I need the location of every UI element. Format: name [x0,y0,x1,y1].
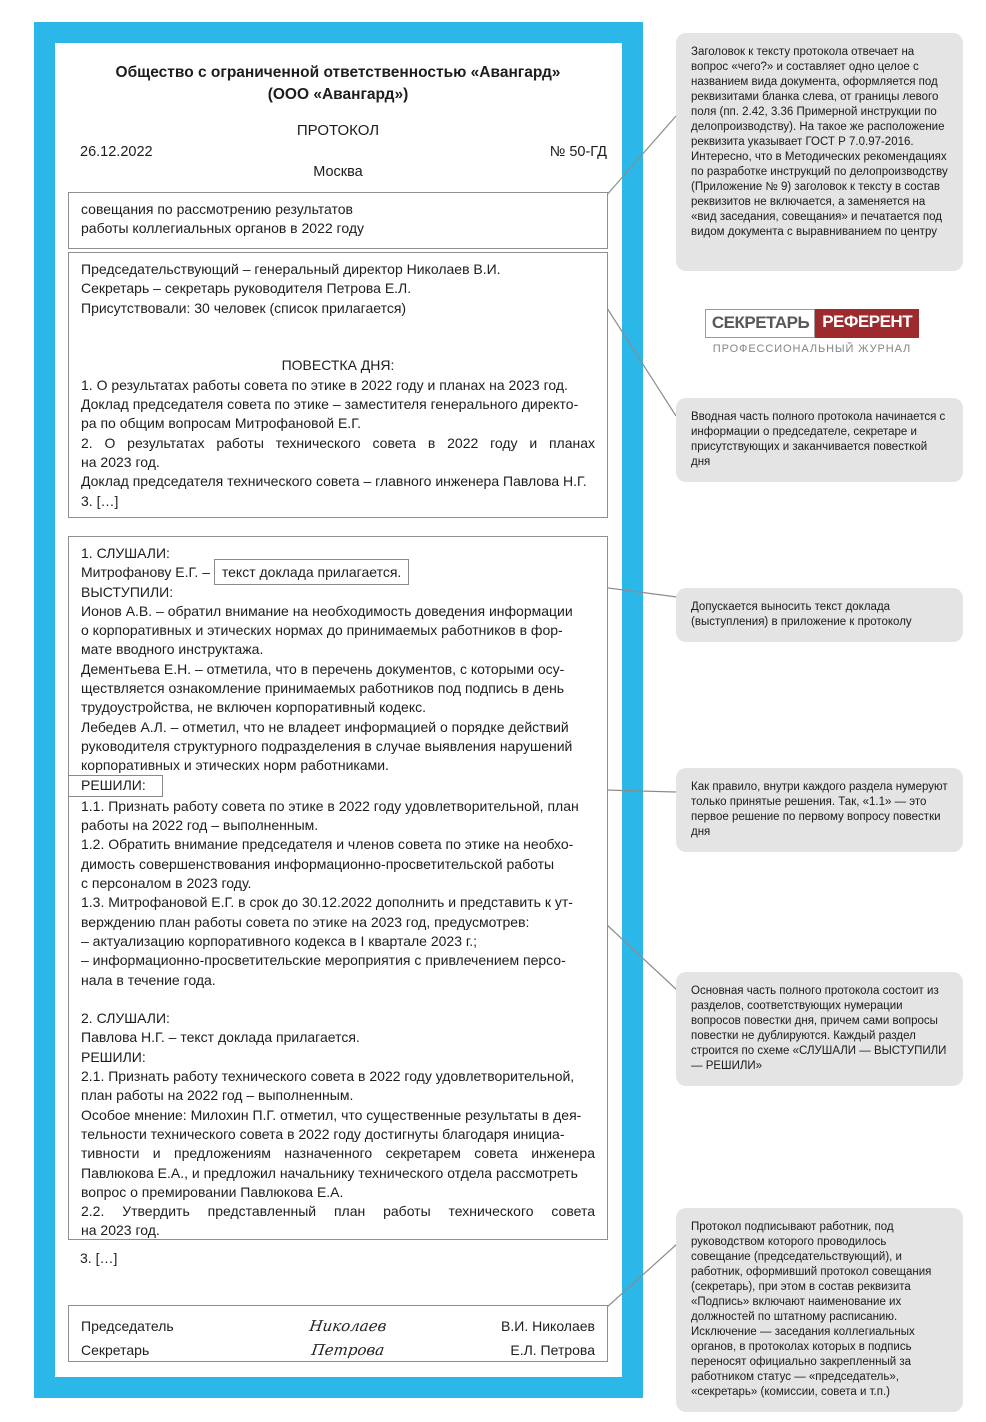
signature-row-secretary [81,1338,595,1362]
doc-line: Председательствующий – генеральный директор Николаев В.И. [81,261,501,277]
doc-line: Присутствовали: 30 человек (список прилагается) [81,299,407,316]
doc-line: вопрос о премировании Павлюкова Е.А. [81,1183,344,1200]
doc-line: Доклад председателя технического совета – главного инженера Павлова Н.Г. [81,473,587,490]
logo-part-referent: РЕФЕРЕНТ [815,309,919,338]
doc-line: 2. О результатах работы технического совета в 2022 году и планах [81,434,595,451]
connector-line [607,308,676,416]
doc-line: мате вводного инструктажа. [81,641,264,658]
doc-line: совещания по рассмотрению результатов [81,201,353,217]
doc-line: нала в течение года. [81,971,216,988]
doc-line: Лебедев А.Л. – отметил, что не владеет информацией о порядке действий [81,718,569,735]
doc-line: 2. СЛУШАЛИ: [81,1010,170,1027]
doc-line: план работы на 2022 год – выполненным. [81,1087,354,1104]
main-part-box [68,536,608,1240]
doc-line: трудоустройства, не включен корпоративный кодекс. [81,699,427,716]
doc-line: 3. […] [81,492,119,509]
doc-line: на 2023 год. [81,453,160,470]
doc-line: димость совершенствования информационно-просветительской работы [81,855,555,872]
doc-line [81,318,595,337]
doc-line: Дементьева Е.Н. – отметила, что в перечень документов, с которыми осу- [81,660,565,677]
callout-signing-rules: Протокол подписывают работник, под руководством которого проводилось совещание (председательствующий), и работник, оформивший протокол совещания (секретарь), при этом в состав реквизита «Подпись» включают наименование их должностей по штатному расписанию. Исключение — заседания коллегиальных органов, в протоколах которых в подпись переносят официально закрепленный за работником статус — «председатель», «секретарь» (комиссии, совета и т.п.) [676,1208,963,1412]
callout-decision-numbering: Как правило, внутри каждого раздела нумеруют только принятые решения. Так, «1.1» — это первое решение по первому вопросу повестки дня [676,768,963,852]
connector-line [605,116,676,197]
doc-line: Доклад председателя совета по этике – заместителя генерального директо- [81,396,579,413]
doc-line: ра по общим вопросам Митрофановой Е.Г. [81,415,361,432]
framed-phrase-box: текст доклада прилагается. [214,559,409,585]
logo-part-secretar: СЕКРЕТАРЬ [705,309,815,338]
doc-line: 2.2. Утвердить представленный план работы технического совета [81,1203,595,1220]
doc-line [81,563,595,582]
doc-line-prefix: Митрофанову Е.Г. – [81,564,214,581]
callout-main-part-structure: Основная часть полного протокола состоит из разделов, соответствующих нумерации вопросов повестки дня, причем сами вопросы повестки не дублируются. Каждый раздел строится по схеме «СЛУШАЛИ — ВЫСТУПИЛИ — РЕШИЛИ» [676,972,963,1086]
connector-line [606,1244,677,1308]
doc-line: Ионов А.В. – обратил внимание на необходимость доведения информации [81,602,573,619]
doc-line: 2.1. Признать работу технического совета в 2022 году удовлетворительной, [81,1068,575,1085]
doc-line [81,337,595,356]
doc-line: 1. О результатах работы совета по этике в 2022 году и планах на 2023 год. [81,376,568,393]
doc-line: – актуализацию корпоративного кодекса в I квартале 2023 г.; [81,932,478,949]
doc-line: Секретарь – секретарь руководителя Петрова Е.Л. [81,280,412,297]
doc-line: корпоративных и этических норм работниками. [81,757,389,774]
document-number: № 50-ГД [549,144,607,160]
doc-line: РЕШИЛИ: [81,1048,146,1065]
doc-line [81,990,595,1009]
doc-line: верждению план работы совета по этике на 2023 год, предусмотрев: [81,913,530,930]
doc-line: работы коллегиальных органов в 2022 году [81,220,364,237]
signature-role: Секретарь [81,1342,150,1358]
doc-line: о корпоративных и этических нормах до принимаемых работников в фор- [81,622,563,639]
doc-line: с персоналом в 2023 году. [81,875,252,892]
doc-line: ществляется ознакомление принимаемых работников под подпись в день [81,680,565,697]
doc-line: работы на 2022 год – выполненным. [81,817,319,834]
organization-name-line2: (ООО «Авангард») [267,86,409,103]
framed-keyword-box: РЕШИЛИ: [68,775,163,797]
doc-line: ВЫСТУПИЛИ: [81,583,174,600]
doc-line: на 2023 год. [81,1222,160,1239]
doc-line: тельности технического совета в 2022 году достигнуты благодаря инициа- [81,1125,565,1142]
signature-role: Председатель [81,1318,174,1334]
handwritten-signature: Петрова [310,1341,386,1359]
introductory-part-box [68,252,608,518]
doc-line: 1.1. Признать работу совета по этике в 2022 году удовлетворительной, план [81,797,579,814]
signature-name: Е.Л. Петрова [510,1342,595,1358]
doc-line: – информационно-просветительские мероприятия с привлечением персо- [81,952,566,969]
callout-report-attachment: Допускается выносить текст доклада (выступления) в приложение к протоколу [676,588,963,642]
connector-line [607,925,677,990]
doc-line: тивности и предложениям назначенного секретарем совета инженера [81,1145,595,1162]
doc-line [81,776,595,797]
organization-name-line1: Общество с ограниченной ответственностью «Авангард» [115,64,561,81]
document-type-label: ПРОТОКОЛ [296,122,380,139]
doc-line: Особое мнение: Милохин П.Г. отметил, что существенные результаты в дея- [81,1106,582,1123]
doc-line: Павлова Н.Г. – текст доклада прилагается. [81,1029,360,1046]
doc-line: 1. СЛУШАЛИ: [81,545,170,561]
doc-line: Павлюкова Е.А., и предложил начальнику технического отдела рассмотреть [81,1164,578,1181]
document-city: Москва [313,164,363,180]
agenda-item3-placeholder: 3. […] [80,1250,118,1266]
signatures-box [68,1305,608,1362]
doc-line: 1.2. Обратить внимание председателя и членов совета по этике на необхо- [81,836,574,853]
journal-logo [703,309,921,355]
journal-logo-subtitle: ПРОФЕССИОНАЛЬНЫЙ ЖУРНАЛ [712,343,912,355]
document-date: 26.12.2022 [80,144,153,160]
doc-line: ПОВЕСТКА ДНЯ: [281,357,395,374]
signature-row-chairman [81,1314,595,1338]
handwritten-signature: Николаев [308,1317,388,1335]
heading-to-text-box [68,192,608,249]
callout-introductory-part: Вводная часть полного протокола начинается с информации о председателе, секретаре и присутствующих и заканчивается повесткой дня [676,398,963,482]
journal-logo-wordmark [703,309,921,338]
callout-heading-rules: Заголовок к тексту протокола отвечает на вопрос «чего?» и составляет одно целое с названием вида документа, оформляется под реквизитами бланка слева, от границы левого поля (пп. 2.42, 3.36 Примерной инструкции по делопроизводству). На такое же расположение реквизита указывает ГОСТ Р 7.0.97-2016. Интересно, что в Методических рекомендациях по разработке инструкций по делопроизводству (Приложение № 9) заголовок к тексту в состав реквизитов не включается, а заменяется на «вид заседания, совещания» и печатается под видом документа с выравниванием по центру [676,33,963,271]
signature-name: В.И. Николаев [501,1318,595,1334]
doc-line: руководителя структурного подразделения в случае выявления нарушений [81,737,573,754]
doc-line: 1.3. Митрофановой Е.Г. в срок до 30.12.2022 дополнить и представить к ут- [81,894,573,911]
